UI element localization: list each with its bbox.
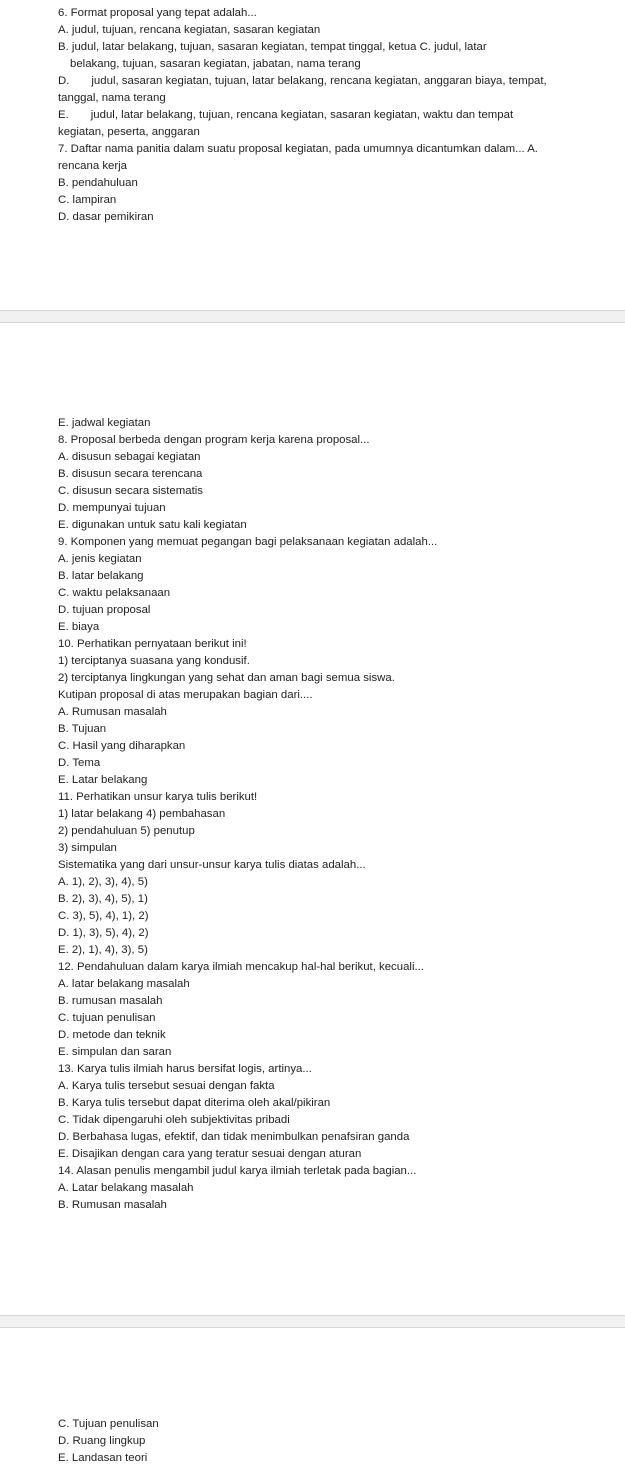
question-6-option-e-continuation: kegiatan, peserta, anggaran bbox=[58, 126, 200, 138]
document-page-1 bbox=[0, 0, 625, 310]
question-11-prompt: Sistematika yang dari unsur-unsur karya tulis diatas adalah... bbox=[58, 859, 366, 871]
question-9-option-d: D. tujuan proposal bbox=[58, 604, 151, 616]
question-9-option-a: A. jenis kegiatan bbox=[58, 553, 142, 565]
question-9-option-c: C. waktu pelaksanaan bbox=[58, 587, 171, 599]
question-12-option-e: E. simpulan dan saran bbox=[58, 1046, 172, 1058]
question-11-item-line-2: 2) pendahuluan 5) penutup bbox=[58, 825, 195, 837]
page-separator bbox=[0, 310, 625, 323]
question-12-option-d: D. metode dan teknik bbox=[58, 1029, 166, 1041]
question-10-statement-1: 1) terciptanya suasana yang kondusif. bbox=[58, 655, 250, 667]
question-12-option-c: C. tujuan penulisan bbox=[58, 1012, 156, 1024]
question-13-option-d: D. Berbahasa lugas, efektif, dan tidak menimbulkan penafsiran ganda bbox=[58, 1131, 410, 1143]
question-10-option-c: C. Hasil yang diharapkan bbox=[58, 740, 186, 752]
question-10-option-e: E. Latar belakang bbox=[58, 774, 148, 786]
question-8-option-a: A. disusun sebagai kegiatan bbox=[58, 451, 201, 463]
question-9-text: 9. Komponen yang memuat pegangan bagi pelaksanaan kegiatan adalah... bbox=[58, 536, 438, 548]
option-d-text: judul, sasaran kegiatan, tujuan, latar belakang, rencana kegiatan, anggaran biaya, tempat, bbox=[91, 75, 547, 87]
question-7-option-b: B. pendahuluan bbox=[58, 177, 138, 189]
question-7-option-c: C. lampiran bbox=[58, 194, 117, 206]
question-6-text: 6. Format proposal yang tepat adalah... bbox=[58, 7, 257, 19]
question-11-option-c: C. 3), 5), 4), 1), 2) bbox=[58, 910, 149, 922]
question-11-item-line-3: 3) simpulan bbox=[58, 842, 117, 854]
question-8-option-e: E. digunakan untuk satu kali kegiatan bbox=[58, 519, 247, 531]
question-13-text: 13. Karya tulis ilmiah harus bersifat logis, artinya... bbox=[58, 1063, 312, 1075]
question-7-text: 7. Daftar nama panitia dalam suatu proposal kegiatan, pada umumnya dicantumkan dalam... A. bbox=[58, 143, 538, 155]
question-7-option-a: rencana kerja bbox=[58, 160, 128, 172]
question-6-option-a: A. judul, tujuan, rencana kegiatan, sasaran kegiatan bbox=[58, 24, 321, 36]
question-11-option-a: A. 1), 2), 3), 4), 5) bbox=[58, 876, 148, 888]
question-10-option-d: D. Tema bbox=[58, 757, 101, 769]
question-7-option-d: D. dasar pemikiran bbox=[58, 211, 154, 223]
question-9-option-b: B. latar belakang bbox=[58, 570, 144, 582]
question-13-option-b: B. Karya tulis tersebut dapat diterima oleh akal/pikiran bbox=[58, 1097, 331, 1109]
question-9-option-e: E. biaya bbox=[58, 621, 100, 633]
question-13-option-c: C. Tidak dipengaruhi oleh subjektivitas pribadi bbox=[58, 1114, 290, 1126]
option-e-text: judul, latar belakang, tujuan, rencana kegiatan, sasaran kegiatan, waktu dan tempat bbox=[90, 109, 514, 121]
option-e-label: E. bbox=[58, 109, 69, 121]
question-6-option-d bbox=[58, 73, 547, 89]
question-11-item-line-1: 1) latar belakang 4) pembahasan bbox=[58, 808, 226, 820]
document-page-2 bbox=[0, 323, 625, 1315]
question-6-option-d-continuation: tanggal, nama terang bbox=[58, 92, 166, 104]
question-6-option-b: B. judul, latar belakang, tujuan, sasaran kegiatan, tempat tinggal, ketua C. judul, latar bbox=[58, 41, 487, 53]
question-12-option-b: B. rumusan masalah bbox=[58, 995, 163, 1007]
question-10-option-b: B. Tujuan bbox=[58, 723, 107, 735]
question-14-option-e: E. Landasan teori bbox=[58, 1452, 148, 1464]
question-14-text: 14. Alasan penulis mengambil judul karya ilmiah terletak pada bagian... bbox=[58, 1165, 417, 1177]
question-12-option-a: A. latar belakang masalah bbox=[58, 978, 190, 990]
question-14-option-b: B. Rumusan masalah bbox=[58, 1199, 167, 1211]
question-11-option-e: E. 2), 1), 4), 3), 5) bbox=[58, 944, 148, 956]
document-page-3 bbox=[0, 1328, 625, 1468]
question-8-option-d: D. mempunyai tujuan bbox=[58, 502, 166, 514]
question-14-option-a: A. Latar belakang masalah bbox=[58, 1182, 194, 1194]
question-10-statement-2: 2) terciptanya lingkungan yang sehat dan aman bagi semua siswa. bbox=[58, 672, 395, 684]
question-7-option-e: E. jadwal kegiatan bbox=[58, 417, 151, 429]
question-8-option-b: B. disusun secara terencana bbox=[58, 468, 203, 480]
page-separator bbox=[0, 1315, 625, 1328]
question-6-option-e bbox=[58, 107, 513, 123]
question-14-option-d: D. Ruang lingkup bbox=[58, 1435, 146, 1447]
question-13-option-e: E. Disajikan dengan cara yang teratur sesuai dengan aturan bbox=[58, 1148, 362, 1160]
question-8-text: 8. Proposal berbeda dengan program kerja karena proposal... bbox=[58, 434, 370, 446]
question-11-text: 11. Perhatikan unsur karya tulis berikut! bbox=[58, 791, 258, 803]
option-d-label: D. bbox=[58, 75, 70, 87]
question-8-option-c: C. disusun secara sistematis bbox=[58, 485, 203, 497]
question-10-option-a: A. Rumusan masalah bbox=[58, 706, 167, 718]
question-10-text: 10. Perhatikan pernyataan berikut ini! bbox=[58, 638, 247, 650]
question-6-option-c-continuation: belakang, tujuan, sasaran kegiatan, jabatan, nama terang bbox=[70, 58, 361, 70]
question-11-option-d: D. 1), 3), 5), 4), 2) bbox=[58, 927, 149, 939]
question-12-text: 12. Pendahuluan dalam karya ilmiah mencakup hal-hal berikut, kecuali... bbox=[58, 961, 424, 973]
question-13-option-a: A. Karya tulis tersebut sesuai dengan fakta bbox=[58, 1080, 275, 1092]
question-14-option-c: C. Tujuan penulisan bbox=[58, 1418, 159, 1430]
question-11-option-b: B. 2), 3), 4), 5), 1) bbox=[58, 893, 148, 905]
question-10-prompt: Kutipan proposal di atas merupakan bagian dari.... bbox=[58, 689, 313, 701]
